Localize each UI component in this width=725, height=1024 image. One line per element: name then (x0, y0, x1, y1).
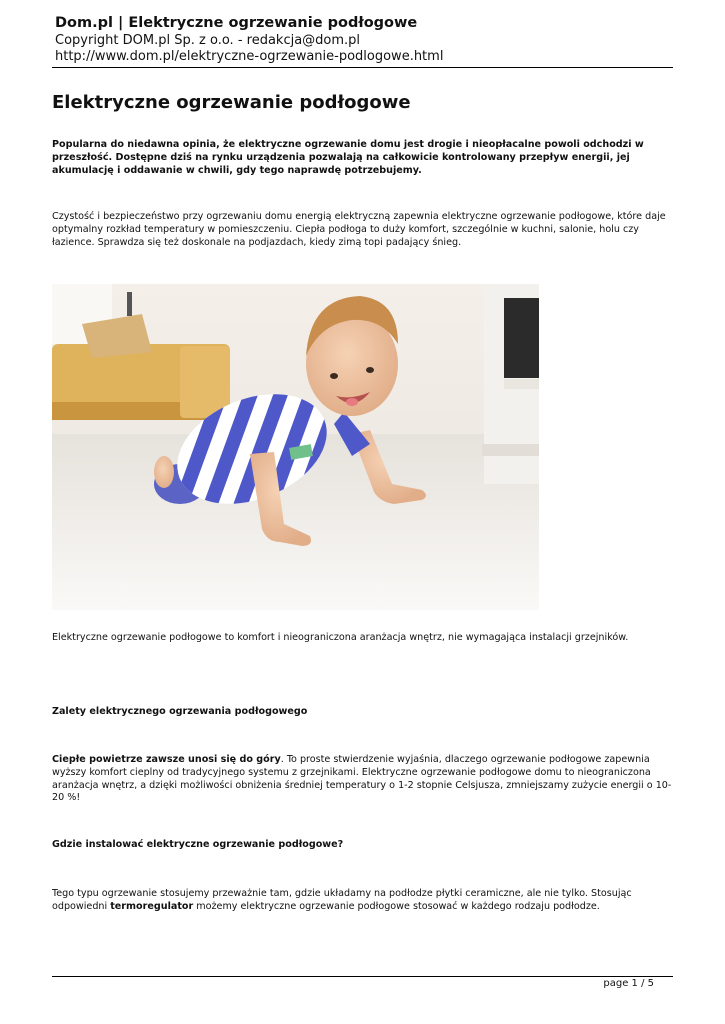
baby-crawling-photo (52, 284, 539, 610)
para2-emphasis: Ciepłe powietrze zawsze unosi się do góry (52, 754, 281, 765)
source-url[interactable]: http://www.dom.pl/elektryczne-ogrzewanie-podlogowe.html (55, 49, 444, 64)
section-heading-advantages: Zalety elektrycznego ogrzewania podłogowego (52, 706, 308, 717)
site-title: Dom.pl | Elektryczne ogrzewanie podłogowe (55, 15, 418, 31)
photo-caption: Elektryczne ogrzewanie podłogowe to komfort i nieograniczona aranżacja wnętrz, nie wymagająca instalacji grzejników. (52, 632, 629, 643)
copyright-line: Copyright DOM.pl Sp. z o.o. - redakcja@dom.pl (55, 33, 361, 48)
article-title: Elektryczne ogrzewanie podłogowe (52, 92, 411, 113)
section-heading-installation: Gdzie instalować elektryczne ogrzewanie podłogowe? (52, 839, 344, 850)
body-paragraph-1: Czystość i bezpieczeństwo przy ogrzewaniu domu energią elektryczną zapewnia elektryczne ogrzewanie podłogowe, które daje optymalny rozkład temperatury w pomieszczeniu. Ciepła podłoga to duży komfort, szczególnie w kuchni, salonie, holu czy łazience. Sprawdza się też doskonale na podjazdach, kiedy zimą topi padający śnieg. (52, 211, 666, 248)
para3-emphasis: termoregulator (110, 900, 194, 912)
para3-text-end: możemy elektryczne ogrzewanie podłogowe stosować w każdego rodzaju podłodze. (193, 900, 600, 912)
body-paragraph-2 (52, 754, 674, 805)
body-paragraph-3 (52, 888, 674, 914)
footer-divider (52, 976, 673, 977)
document-header (55, 14, 672, 65)
header-divider (52, 67, 673, 68)
para2-text: . To proste stwierdzenie wyjaśnia, dlaczego ogrzewanie podłogowe zapewnia wyższy komfort cieplny od tradycyjnego systemu z grzejnikami. Elektryczne ogrzewanie podłogowe domu to nieograniczona aranżacja wnętrz, a dzięki możliwości obniżenia średniej temperatury o 1-2 stopnie Celsjusza, zmniejszamy zużycie energii o 10-20 %! (52, 754, 672, 804)
lead-paragraph: Popularna do niedawna opinia, że elektryczne ogrzewanie domu jest drogie i nieopłacalne powoli odchodzi w przeszłość. Dostępne dziś na rynku urządzenia pozwalają na całkowicie kontrolowany przepływ energii, jej akumulację i oddawanie w chwili, gdy tego naprawdę potrzebujemy. (52, 139, 644, 176)
page-number: page 1 / 5 (603, 978, 654, 989)
photo-illustration (52, 284, 539, 610)
para3-text-start: Tego typu ogrzewanie stosujemy przeważnie tam, gdzie układamy na podłodze płytki ceramiczne, ale nie tylko. Stosując odpowiedni (52, 888, 632, 912)
